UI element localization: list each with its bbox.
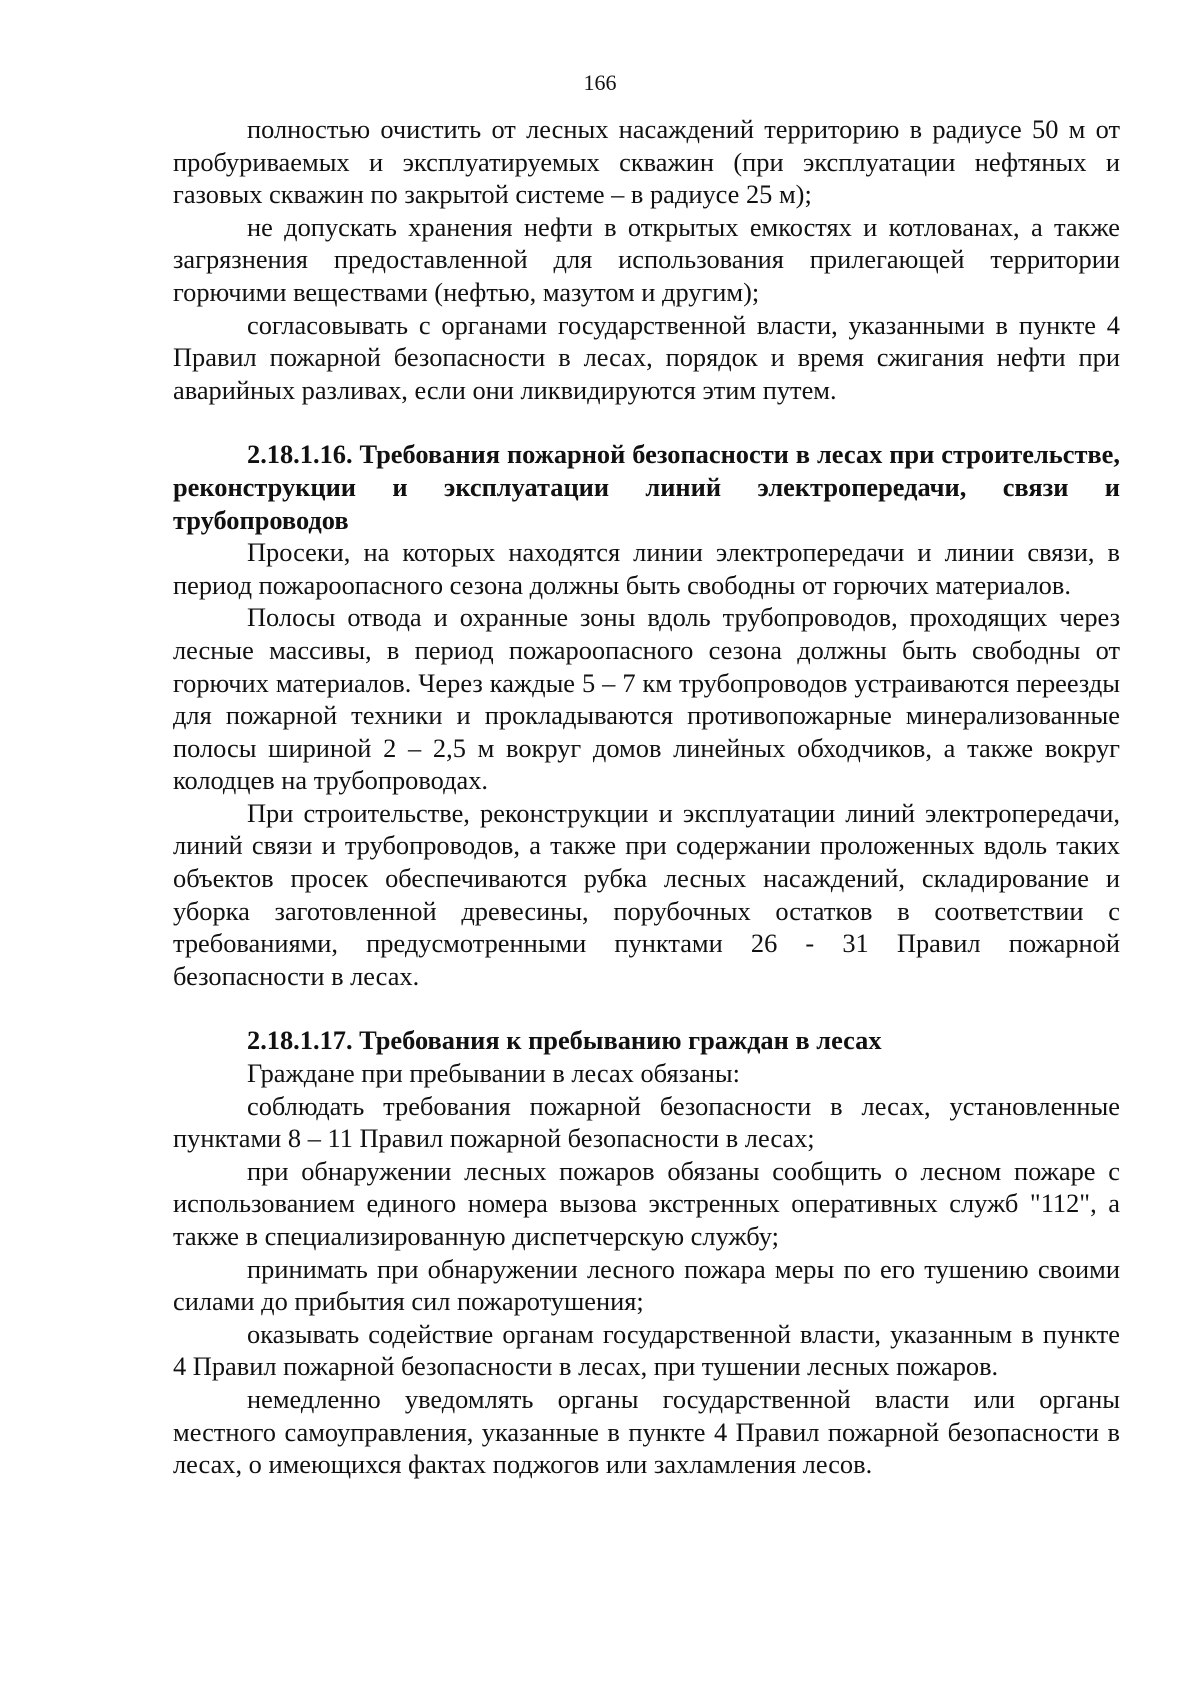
section-heading: 2.18.1.16. Требования пожарной безопасности в лесах при строительстве, реконструкции и эксплуатации линий электропередачи, связи и трубопроводов xyxy=(173,439,1120,535)
section-spacer xyxy=(173,992,1120,1024)
paragraph: Граждане при пребывании в лесах обязаны: xyxy=(247,1058,740,1089)
section-spacer xyxy=(173,406,1120,438)
document-body xyxy=(173,113,1120,1481)
paragraph: согласовывать с органами государственной власти, указанными в пункте 4 Правил пожарной безопасности в лесах, порядок и время сжигания нефти при аварийных разливах, если они ликвидируются этим путем. xyxy=(173,309,1120,405)
paragraph: оказывать содействие органам государственной власти, указанным в пункте 4 Правил пожарной безопасности в лесах, при тушении лесных пожаров. xyxy=(173,1318,1120,1382)
paragraph: Полосы отвода и охранные зоны вдоль трубопроводов, проходящих через лесные массивы, в период пожароопасного сезона должны быть свободны от горючих материалов. Через каждые 5 – 7 км трубопроводов устраиваются переезды для пожарной техники и прокладываются противопожарные минерализованные полосы шириной 2 – 2,5 м вокруг домов линейных обходчиков, а также вокруг колодцев на трубопроводах. xyxy=(173,602,1120,796)
paragraph: не допускать хранения нефти в открытых емкостях и котлованах, а также загрязнения предоставленной для использования прилегающей территории горючими веществами (нефтью, мазутом и другим); xyxy=(173,211,1120,307)
paragraph: при обнаружении лесных пожаров обязаны сообщить о лесном пожаре с использованием единого номера вызова экстренных оперативных служб "112", а также в специализированную диспетчерскую службу; xyxy=(173,1155,1120,1251)
paragraph: Просеки, на которых находятся линии электропередачи и линии связи, в период пожароопасного сезона должны быть свободны от горючих материалов. xyxy=(173,537,1120,600)
paragraph: принимать при обнаружении лесного пожара меры по его тушению своими силами до прибытия сил пожаротушения; xyxy=(173,1253,1120,1317)
paragraph: соблюдать требования пожарной безопасности в лесах, установленные пунктами 8 – 11 Правил пожарной безопасности в лесах; xyxy=(173,1090,1120,1154)
paragraph: немедленно уведомлять органы государственной власти или органы местного самоуправления, указанные в пункте 4 Правил пожарной безопасности в лесах, о имеющихся фактах поджогов или захламления лесов. xyxy=(173,1383,1120,1480)
section-heading: 2.18.1.17. Требования к пребыванию граждан в лесах xyxy=(247,1025,882,1056)
page-number: 166 xyxy=(583,70,617,95)
paragraph: полностью очистить от лесных насаждений территорию в радиусе 50 м от пробуриваемых и эксплуатируемых скважин (при эксплуатации нефтяных и газовых скважин по закрытой системе – в радиусе 25 м); xyxy=(173,114,1120,210)
paragraph: При строительстве, реконструкции и эксплуатации линий электропередачи, линий связи и трубопроводов, а также при содержании проложенных вдоль таких объектов просек обеспечиваются рубка лесных насаждений, складирование и уборка заготовленной древесины, порубочных остатков в соответствии с требованиями, предусмотренными пунктами 26 - 31 Правил пожарной безопасности в лесах. xyxy=(173,797,1120,991)
